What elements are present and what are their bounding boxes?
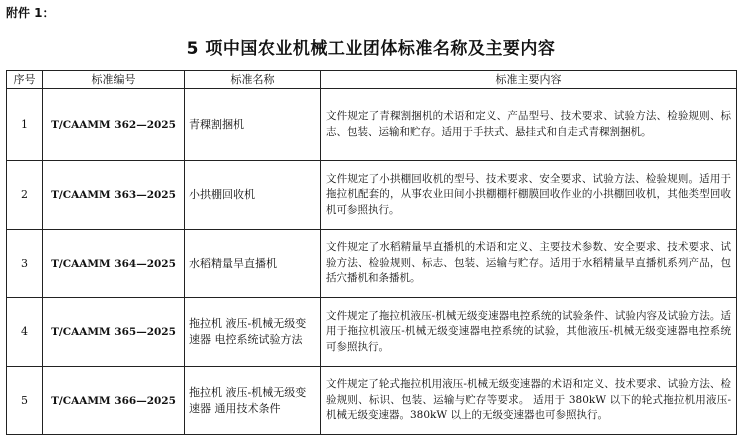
row-content: 文件规定了拖拉机液压-机械无级变速器电控系统的试验条件、试验内容及试验方法。适用于拖拉机液压-机械无级变速器电控系统的试验，其他液压-机械无级变速器电控系统可参照执行。 (321, 298, 737, 367)
row-no: 1 (7, 89, 43, 161)
header-code: 标准编号 (43, 71, 185, 89)
header-content: 标准主要内容 (321, 71, 737, 89)
row-name: 青稞割捆机 (185, 89, 321, 161)
row-code: T/CAAMM 364—2025 (43, 230, 185, 298)
row-content: 文件规定了水稻精量旱直播机的术语和定义、主要技术参数、安全要求、技术要求、试验方法、检验规则、标志、包装、运输与贮存。适用于水稻精量旱直播机系列产品，包括穴播机和条播机。 (321, 230, 737, 298)
document-title: 5 项中国农业机械工业团体标准名称及主要内容 (186, 39, 556, 59)
table-row (7, 367, 737, 435)
row-content: 文件规定了轮式拖拉机用液压-机械无级变速器的术语和定义、技术要求、试验方法、检验规则、标识、包装、运输与贮存等要求。 适用于 380kW 以下的轮式拖拉机用液压-机械无级变速器。380kW 以上的无级变速器也可参照执行。 (321, 367, 737, 435)
row-name: 小拱棚回收机 (185, 161, 321, 230)
row-code: T/CAAMM 362—2025 (43, 89, 185, 161)
table-row (7, 230, 737, 298)
row-no: 2 (7, 161, 43, 230)
standards-table (6, 70, 737, 435)
header-name: 标准名称 (185, 71, 321, 89)
row-no: 3 (7, 230, 43, 298)
row-content: 文件规定了青稞割捆机的术语和定义、产品型号、技术要求、试验方法、检验规则、标志、包装、运输和贮存。适用于手扶式、悬挂式和自走式青稞割捆机。 (321, 89, 737, 161)
row-name: 水稻精量旱直播机 (185, 230, 321, 298)
row-name: 拖拉机 液压-机械无级变速器 电控系统试验方法 (185, 298, 321, 367)
attachment-label: 附件 1： (6, 6, 55, 20)
header-no: 序号 (7, 71, 43, 89)
table-header-row (7, 71, 737, 89)
row-code: T/CAAMM 366—2025 (43, 367, 185, 435)
row-code: T/CAAMM 365—2025 (43, 298, 185, 367)
table-row (7, 89, 737, 161)
table-row (7, 298, 737, 367)
row-content: 文件规定了小拱棚回收机的型号、技术要求、安全要求、试验方法、检验规则。适用于拖拉机配套的，从事农业田间小拱棚棚杆棚膜回收作业的小拱棚回收机，其他类型回收机可参照执行。 (321, 161, 737, 230)
table-row (7, 161, 737, 230)
row-code: T/CAAMM 363—2025 (43, 161, 185, 230)
row-no: 5 (7, 367, 43, 435)
row-no: 4 (7, 298, 43, 367)
row-name: 拖拉机 液压-机械无级变速器 通用技术条件 (185, 367, 321, 435)
